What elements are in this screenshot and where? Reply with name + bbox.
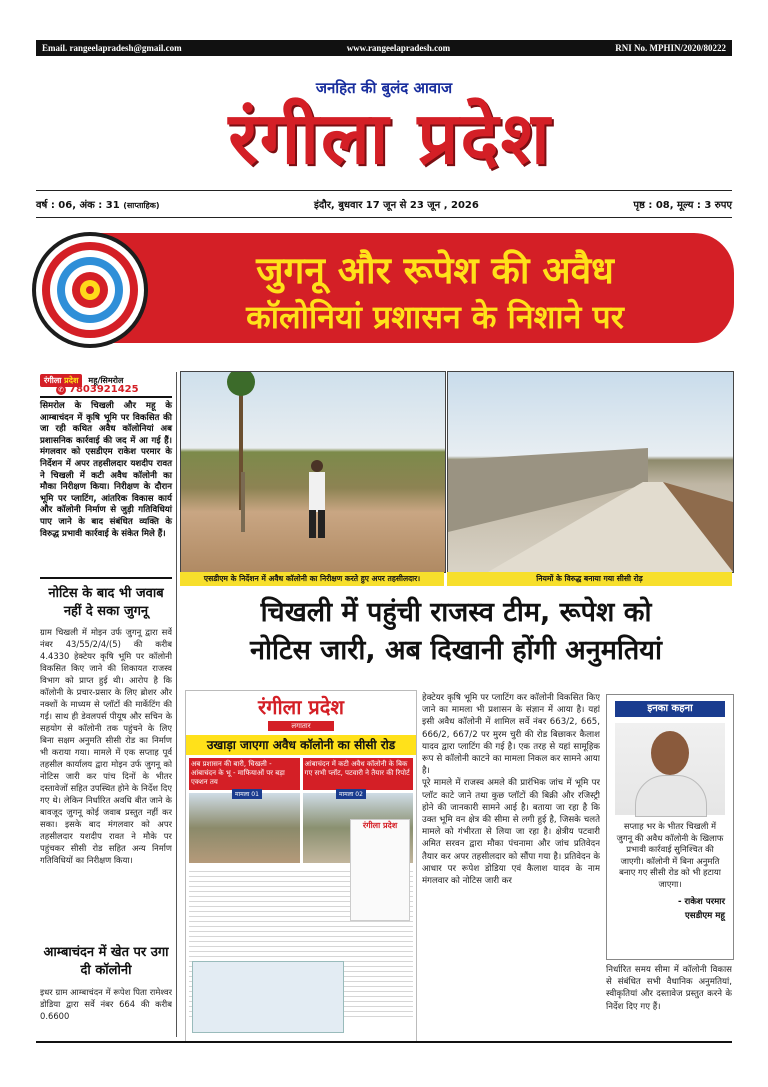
column-text-2: इधर ग्राम आम्बाचंदन में रूपेश पिता रामेश्वर डोडिया द्वारा सर्वे नंबर 664 की करीब 0.6600 bbox=[40, 987, 172, 1021]
right-column-text: निर्धारित समय सीमा में कॉलोनी विकास से संबंधित सभी वैधानिक अनुमतियां, स्वीकृतियां और दस्तावेज प्रस्तुत करने के निर्देश दिए गए हैं। bbox=[606, 965, 732, 1012]
clip-box-2: आंबाचंदन में कटी अवैध कॉलोनी के बिक गए सभी प्लॉट, पटवारी ने तैयार की रिपोर्ट bbox=[303, 758, 414, 790]
clip-headline: उखाड़ा जाएगा अवैध कॉलोनी का सीसी रोड bbox=[186, 735, 416, 755]
photo-caption-right: नियमों के विरुद्ध बनाया गया सीसी रोड़ bbox=[447, 572, 732, 586]
volume-info bbox=[36, 197, 160, 211]
official-photo bbox=[615, 723, 725, 815]
photo-scene bbox=[181, 372, 445, 572]
subheading-2: आम्बाचंदन में खेत पर उगा दी कॉलोनी bbox=[43, 945, 169, 978]
column-text-1: ग्राम चिखली में मोइन उर्फ जुगनू द्वारा सर्वे नंबर 43/55/2/4/(5) की करीब 4.4330 हेक्टेयर कृषि भूमि पर कॉलोनी विकसित किए जाने की शिकायत राजस्व विभाग को प्राप्त हुई थी। आरोप है कि कॉलोनी के प्रचार-प्रसार के लिए ब्रोशर और नक्शों के माध्यम से प्लॉटों की मार्केटिंग की गई। साथ ही डेवलपर्स पीयूष और सचिन के सहयोग से कॉलोनी तक पहुंचने के लिए बिना सक्षम अनुमति सीसी रोड का निर्माण भी कराया गया। मामले में एक सप्ताह पूर्व तहसील कार्यालय द्वारा मोइन उर्फ जुगनू को नोटिस जारी कर पांच दिनों के भीतर दस्तावेजों सहित उपस्थित होने के निर्देश दिए गए थे। लेकिन निर्धारित अवधि बीत जाने के बावजूद जुगनू कोई जवाब प्रस्तुत नहीं कर सका। इसके बाद मंगलवार को अपर तहसीलदार यशदीप रावत ने मौके पर पहुंचकर सीसी रोड सहित अन्य निर्माण गतिविधियों का निरीक्षण किया। bbox=[40, 627, 172, 865]
tagline: जनहित की बुलंद आवाज bbox=[315, 79, 453, 97]
column-divider bbox=[176, 372, 177, 1037]
dateline: महू/सिमरोल bbox=[88, 375, 124, 385]
clip-subtitle: लगातार bbox=[268, 721, 334, 731]
phone-number bbox=[56, 384, 139, 395]
phone-icon: ✆ bbox=[56, 385, 66, 395]
quote-box bbox=[606, 694, 734, 960]
newspaper-title: रंगीला प्रदेश bbox=[228, 95, 552, 180]
quote-name: - राकेश परमार bbox=[677, 896, 725, 907]
website-text: www.rangeelapradesh.com bbox=[346, 43, 451, 53]
clip-box-1: अब प्रशासन की बारी, चिखली - आंबाचंदन के भू - माफियाओं पर बड़ा एक्शन तय bbox=[189, 758, 300, 790]
subheading-1: नोटिस के बाद भी जवाब नहीं दे सका जुगनू bbox=[48, 586, 164, 619]
face-shape bbox=[651, 731, 689, 775]
photo-caption-left: एसडीएम के निर्देशन में अवैध कॉलोनी का निरीक्षण करते हुए अपर तहसीलदार। bbox=[180, 572, 444, 586]
top-info-strip bbox=[36, 40, 732, 56]
phone-text: 7803921425 bbox=[69, 384, 139, 395]
clip-masthead: रंगीला प्रदेश bbox=[186, 691, 416, 733]
clip-photo-1 bbox=[189, 793, 300, 863]
frequency-text: (साप्ताहिक) bbox=[123, 201, 160, 210]
shirt-shape bbox=[635, 775, 707, 817]
road-scene bbox=[448, 372, 733, 572]
divider bbox=[36, 190, 732, 191]
clip-tag-2: मामला 02 bbox=[336, 789, 366, 799]
headline-line-1: चिखली में पहुंची राजस्व टीम, रूपेश को bbox=[260, 597, 652, 628]
cc-road-photo bbox=[447, 371, 734, 573]
clip-side-page: रंगीला प्रदेश bbox=[350, 819, 410, 921]
inspection-photo bbox=[180, 371, 446, 573]
banner-line-2: कॉलोनियां प्रशासन के निशाने पर bbox=[246, 298, 624, 336]
previous-issue-clipping bbox=[185, 690, 417, 1042]
brand-b: प्रदेश bbox=[64, 375, 79, 385]
volume-text: वर्ष : 06, अंक : 31 bbox=[36, 200, 120, 211]
quote-heading: इनका कहना bbox=[615, 701, 725, 717]
divider bbox=[36, 217, 732, 218]
headline-banner bbox=[96, 233, 734, 343]
clip-tag-1: मामला 01 bbox=[232, 789, 262, 799]
page-price: पृष्ठ : 08, मूल्य : 3 रुपए bbox=[633, 200, 732, 211]
bottom-rule bbox=[36, 1041, 732, 1043]
issue-info-bar bbox=[36, 195, 732, 213]
lead-paragraph: सिमरोल के चिखली और महू के आम्बाचंदन में कृषि भूमि पर विकसित की जा रही कथित अवैध कॉलोनियां अब प्रशासनिक कार्रवाई की जद में आ गई हैं। मंगलवार को एसडीएम राकेश परमार के निर्देशन में अपर तहसीलदार यशदीप रावत ने चिखली में कटी अवैध कॉलोनी का मौका निरीक्षण किया। निरीक्षण के दौरान भूमि पर प्लाटिंग, आंतरिक विकास कार्य और कॉलोनी निर्माण से जुड़ी गतिविधियां पाए जाने के बाद संबंधित व्यक्ति के विरुद्ध प्रभावी कार्रवाई के संकेत मिले हैं। bbox=[40, 396, 172, 579]
rni-text: RNI No. MPHIN/2020/80222 bbox=[615, 43, 726, 53]
quote-designation: एसडीएम महू bbox=[685, 910, 725, 921]
secondary-headline bbox=[180, 594, 732, 670]
banner-line-1: जुगनू और रूपेश की अवैध bbox=[256, 249, 614, 292]
brand-a: रंगीला bbox=[44, 375, 62, 385]
headline-line-2: नोटिस जारी, अब दिखानी होंगी अनुमतियां bbox=[250, 635, 662, 666]
article-body: हेक्टेयर कृषि भूमि पर प्लाटिंग कर कॉलोनी विकसित किए जाने का मामला भी प्रशासन के संज्ञान में आया है। यहां इसी अवैध कॉलोनी में शामिल सर्वे नंबर 663/2, 665, 666/2, 667/2 पर मुरम चुरी की रोड बिछाकर कैलाश यादव द्वारा प्लाटिंग की गई है। एक तरह से यहां सामूहिक रूप से कॉलोनी काटने का मामला निकल कर सामने आया है। पूरे मामले में राजस्व अमले की प्रारंभिक जांच में भूमि पर प्लॉट काटे जाने तथा कुछ प्लॉटों की बिक्री और रजिस्ट्री होने की जानकारी सामने आई है। बताया जा रहा है कि उक्त भूमि वन क्षेत्र की सीमा से लगी हुई है, जिसके चलते मामले को गंभीरता से लिया जा रहा है। क्षेत्रीय पटवारी अमित सरवन द्वारा मौका पंचनामा और जांच प्रतिवेदन तैयार कर अपर तहसीलदार को सौंपा गया है। प्रतिवेदन के आधार पर रूपेश डोडिया एवं कैलाश यादव के नाम मंगलवार को नोटिस जारी कर bbox=[422, 693, 600, 887]
quote-text: सप्ताह भर के भीतर चिखली में जुगनू की अवैध कॉलोनी के खिलाफ प्रभावी कार्रवाई सुनिश्चित की जाएगी। कॉलोनी में बिना अनुमति बनाए गए सीसी रोड को भी हटाया जाएगा। bbox=[616, 821, 724, 889]
place-date: इंदौर, बुधवार 17 जून से 23 जून , 2026 bbox=[314, 200, 479, 211]
clip-map bbox=[192, 961, 344, 1033]
email-text: Email. rangeelapradesh@gmail.com bbox=[42, 43, 182, 53]
target-icon bbox=[30, 230, 150, 350]
